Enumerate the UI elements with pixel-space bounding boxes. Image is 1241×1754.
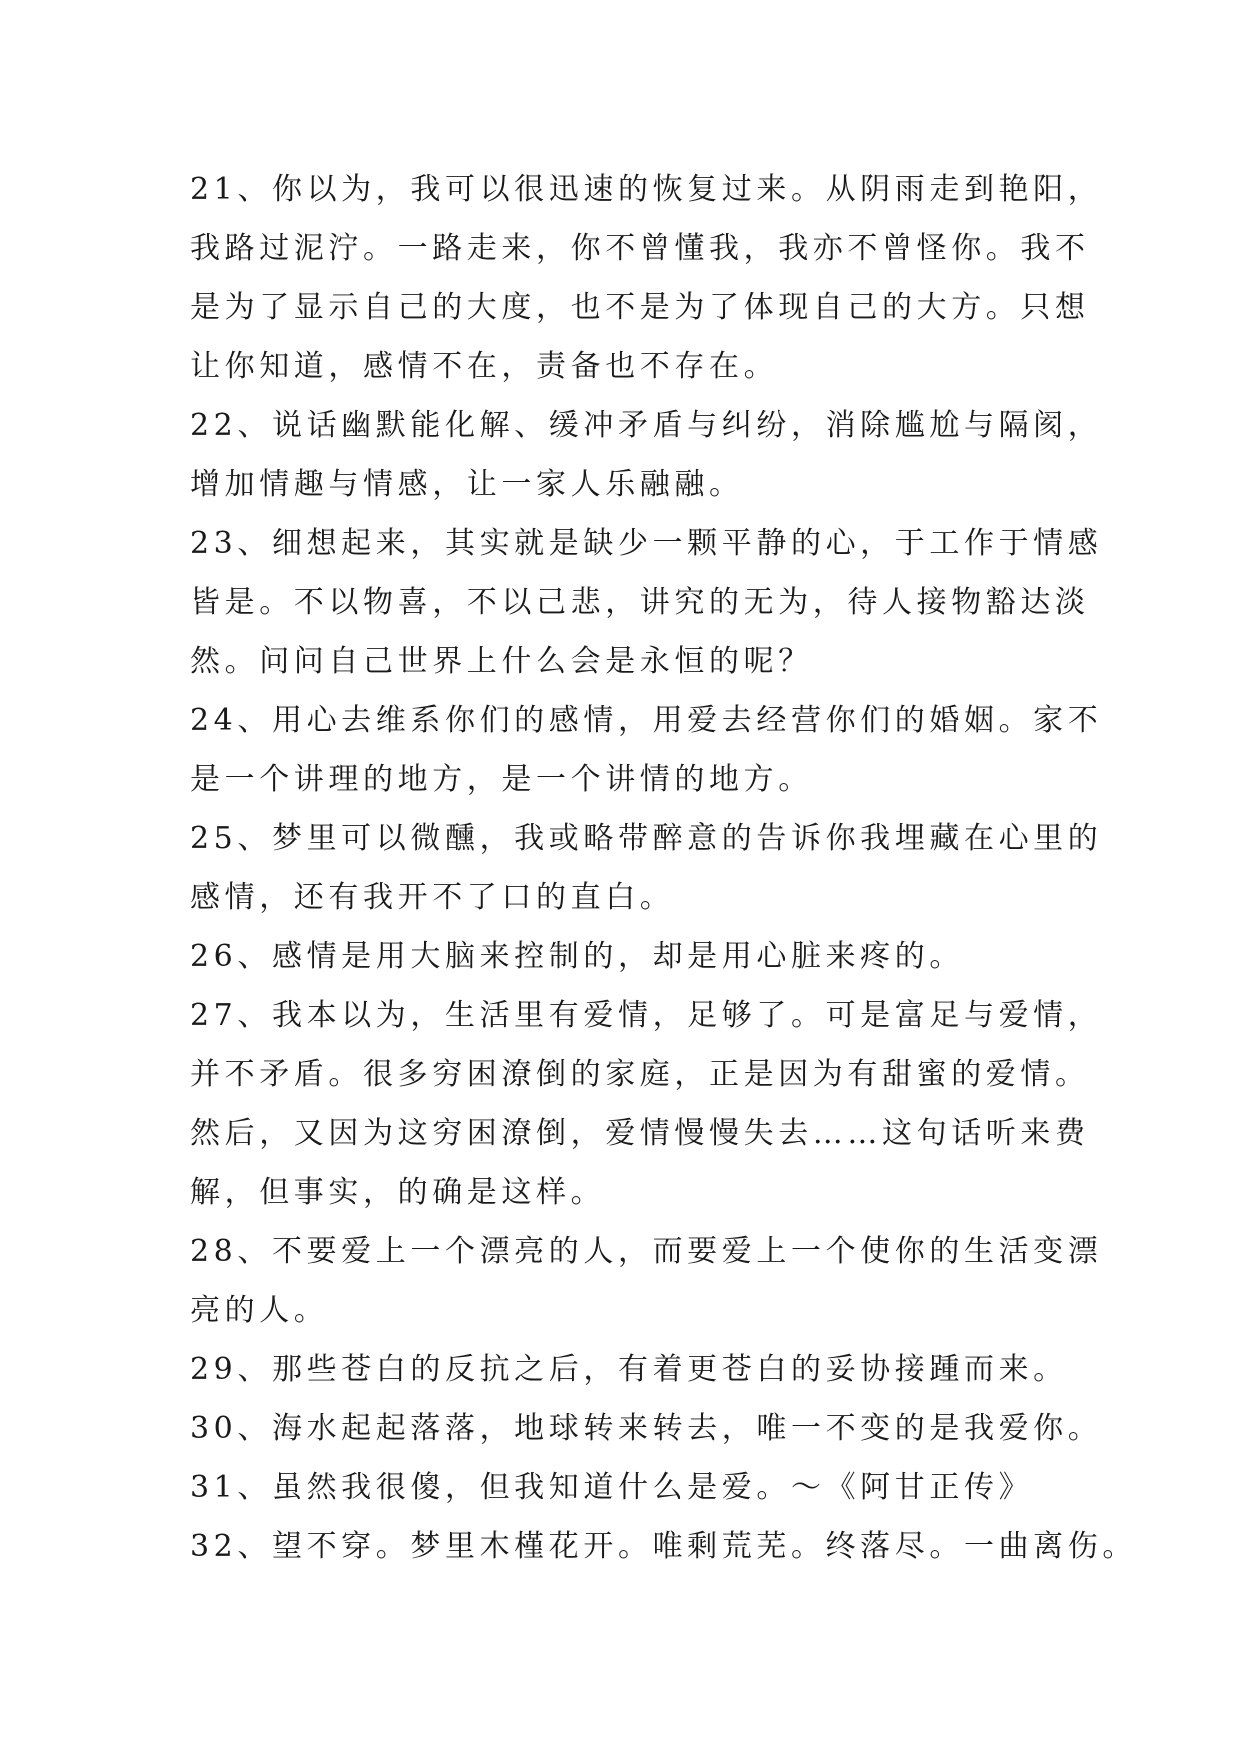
- text-line: 皆是。不以物喜，不以己悲，讲究的无为，待人接物豁达淡: [190, 585, 1090, 620]
- text-line: 我路过泥泞。一路走来，你不曾懂我，我亦不曾怪你。我不: [190, 231, 1090, 266]
- text-line: 是为了显示自己的大度，也不是为了体现自己的大方。只想: [190, 290, 1090, 325]
- text-line: 22、说话幽默能化解、缓冲矛盾与纠纷，消除尴尬与隔阂，: [190, 408, 1103, 443]
- text-line: 26、感情是用大脑来控制的，却是用心脏来疼的。: [190, 939, 964, 974]
- text-line: 是一个讲理的地方，是一个讲情的地方。: [190, 762, 813, 797]
- text-line: 然。问问自己世界上什么会是永恒的呢？: [190, 644, 813, 679]
- text-line: 解，但事实，的确是这样。: [190, 1175, 606, 1210]
- text-line: 32、望不穿。梦里木槿花开。唯剩荒芜。终落尽。一曲离伤。: [190, 1529, 1137, 1564]
- text-line: 23、细想起来，其实就是缺少一颗平静的心，于工作于情感: [190, 526, 1103, 561]
- text-line: 感情，还有我开不了口的直白。: [190, 880, 675, 915]
- text-line: 29、那些苍白的反抗之后，有着更苍白的妥协接踵而来。: [190, 1352, 1068, 1387]
- text-line: 增加情趣与情感，让一家人乐融融。: [190, 467, 744, 502]
- text-line: 然后，又因为这穷困潦倒，爱情慢慢失去……这句话听来费: [190, 1116, 1090, 1151]
- text-line: 让你知道，感情不在，责备也不存在。: [190, 349, 779, 384]
- text-line: 25、梦里可以微醺，我或略带醉意的告诉你我埋藏在心里的: [190, 821, 1103, 856]
- text-line: 24、用心去维系你们的感情，用爱去经营你们的婚姻。家不: [190, 703, 1103, 738]
- text-line: 并不矛盾。很多穷困潦倒的家庭，正是因为有甜蜜的爱情。: [190, 1057, 1090, 1092]
- document-body: [190, 160, 1137, 1576]
- text-line: 30、海水起起落落，地球转来转去，唯一不变的是我爱你。: [190, 1411, 1103, 1446]
- text-line: 31、虽然我很傻，但我知道什么是爱。～《阿甘正传》: [190, 1470, 1034, 1505]
- text-line: 亮的人。: [190, 1293, 329, 1328]
- text-line: 28、不要爱上一个漂亮的人，而要爱上一个使你的生活变漂: [190, 1234, 1103, 1269]
- text-line: 21、你以为，我可以很迅速的恢复过来。从阴雨走到艳阳，: [190, 172, 1103, 207]
- text-line: 27、我本以为，生活里有爱情，足够了。可是富足与爱情，: [190, 998, 1103, 1033]
